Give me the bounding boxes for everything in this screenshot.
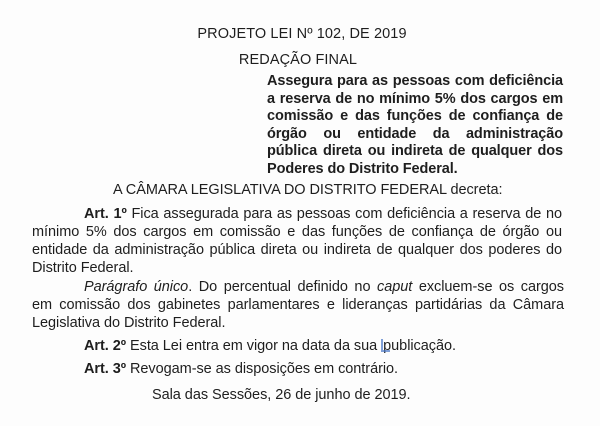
article-2-text: Esta Lei entra em vigor na data da sua	[126, 338, 382, 354]
article-2	[84, 337, 456, 355]
article-1-text: Fica assegurada para as pessoas com deficiência a reserva de no mínimo 5% dos cargos em comissão e das funções de confiança de órgão ou entidade da administração pública direta ou indireta de qualquer dos poderes do Distrito Federal.	[32, 206, 562, 276]
article-3-text: Revogam-se as disposições em contrário.	[126, 361, 399, 377]
article-2-text-end: publicação.	[383, 338, 456, 354]
document-title: PROJETO LEI Nº 102, DE 2019	[197, 26, 407, 42]
paragrafo-unico	[32, 278, 564, 332]
paragrafo-text-a: . Do percentual definido no	[188, 279, 378, 295]
paragrafo-label: Parágrafo único	[84, 279, 189, 295]
ementa-summary: Assegura para as pessoas com deficiência a reserva de no mínimo 5% dos cargos em comissão e das funções de confiança de órgão ou entidade da administração pública direta ou indireta de qualquer dos Poderes do Distrito Federal.	[267, 73, 563, 177]
article-3	[84, 360, 398, 378]
article-1	[32, 205, 562, 277]
paragrafo-text-b: excluem-se os cargos em comissão dos gabinetes parlamentares e lideranças partidárias da Câmara Legislativa do Distrito Federal.	[32, 279, 564, 331]
document-subtitle: REDAÇÃO FINAL	[238, 52, 358, 68]
text-cursor-mark	[381, 339, 390, 352]
article-1-label: Art. 1º	[84, 206, 127, 222]
article-2-label: Art. 2º	[84, 338, 127, 354]
closing-line: Sala das Sessões, 26 de junho de 2019.	[152, 387, 411, 403]
preamble: A CÂMARA LEGISLATIVA DO DISTRITO FEDERAL decreta:	[113, 182, 503, 198]
article-3-label: Art. 3º	[84, 361, 127, 377]
caput-term: caput	[377, 279, 413, 295]
